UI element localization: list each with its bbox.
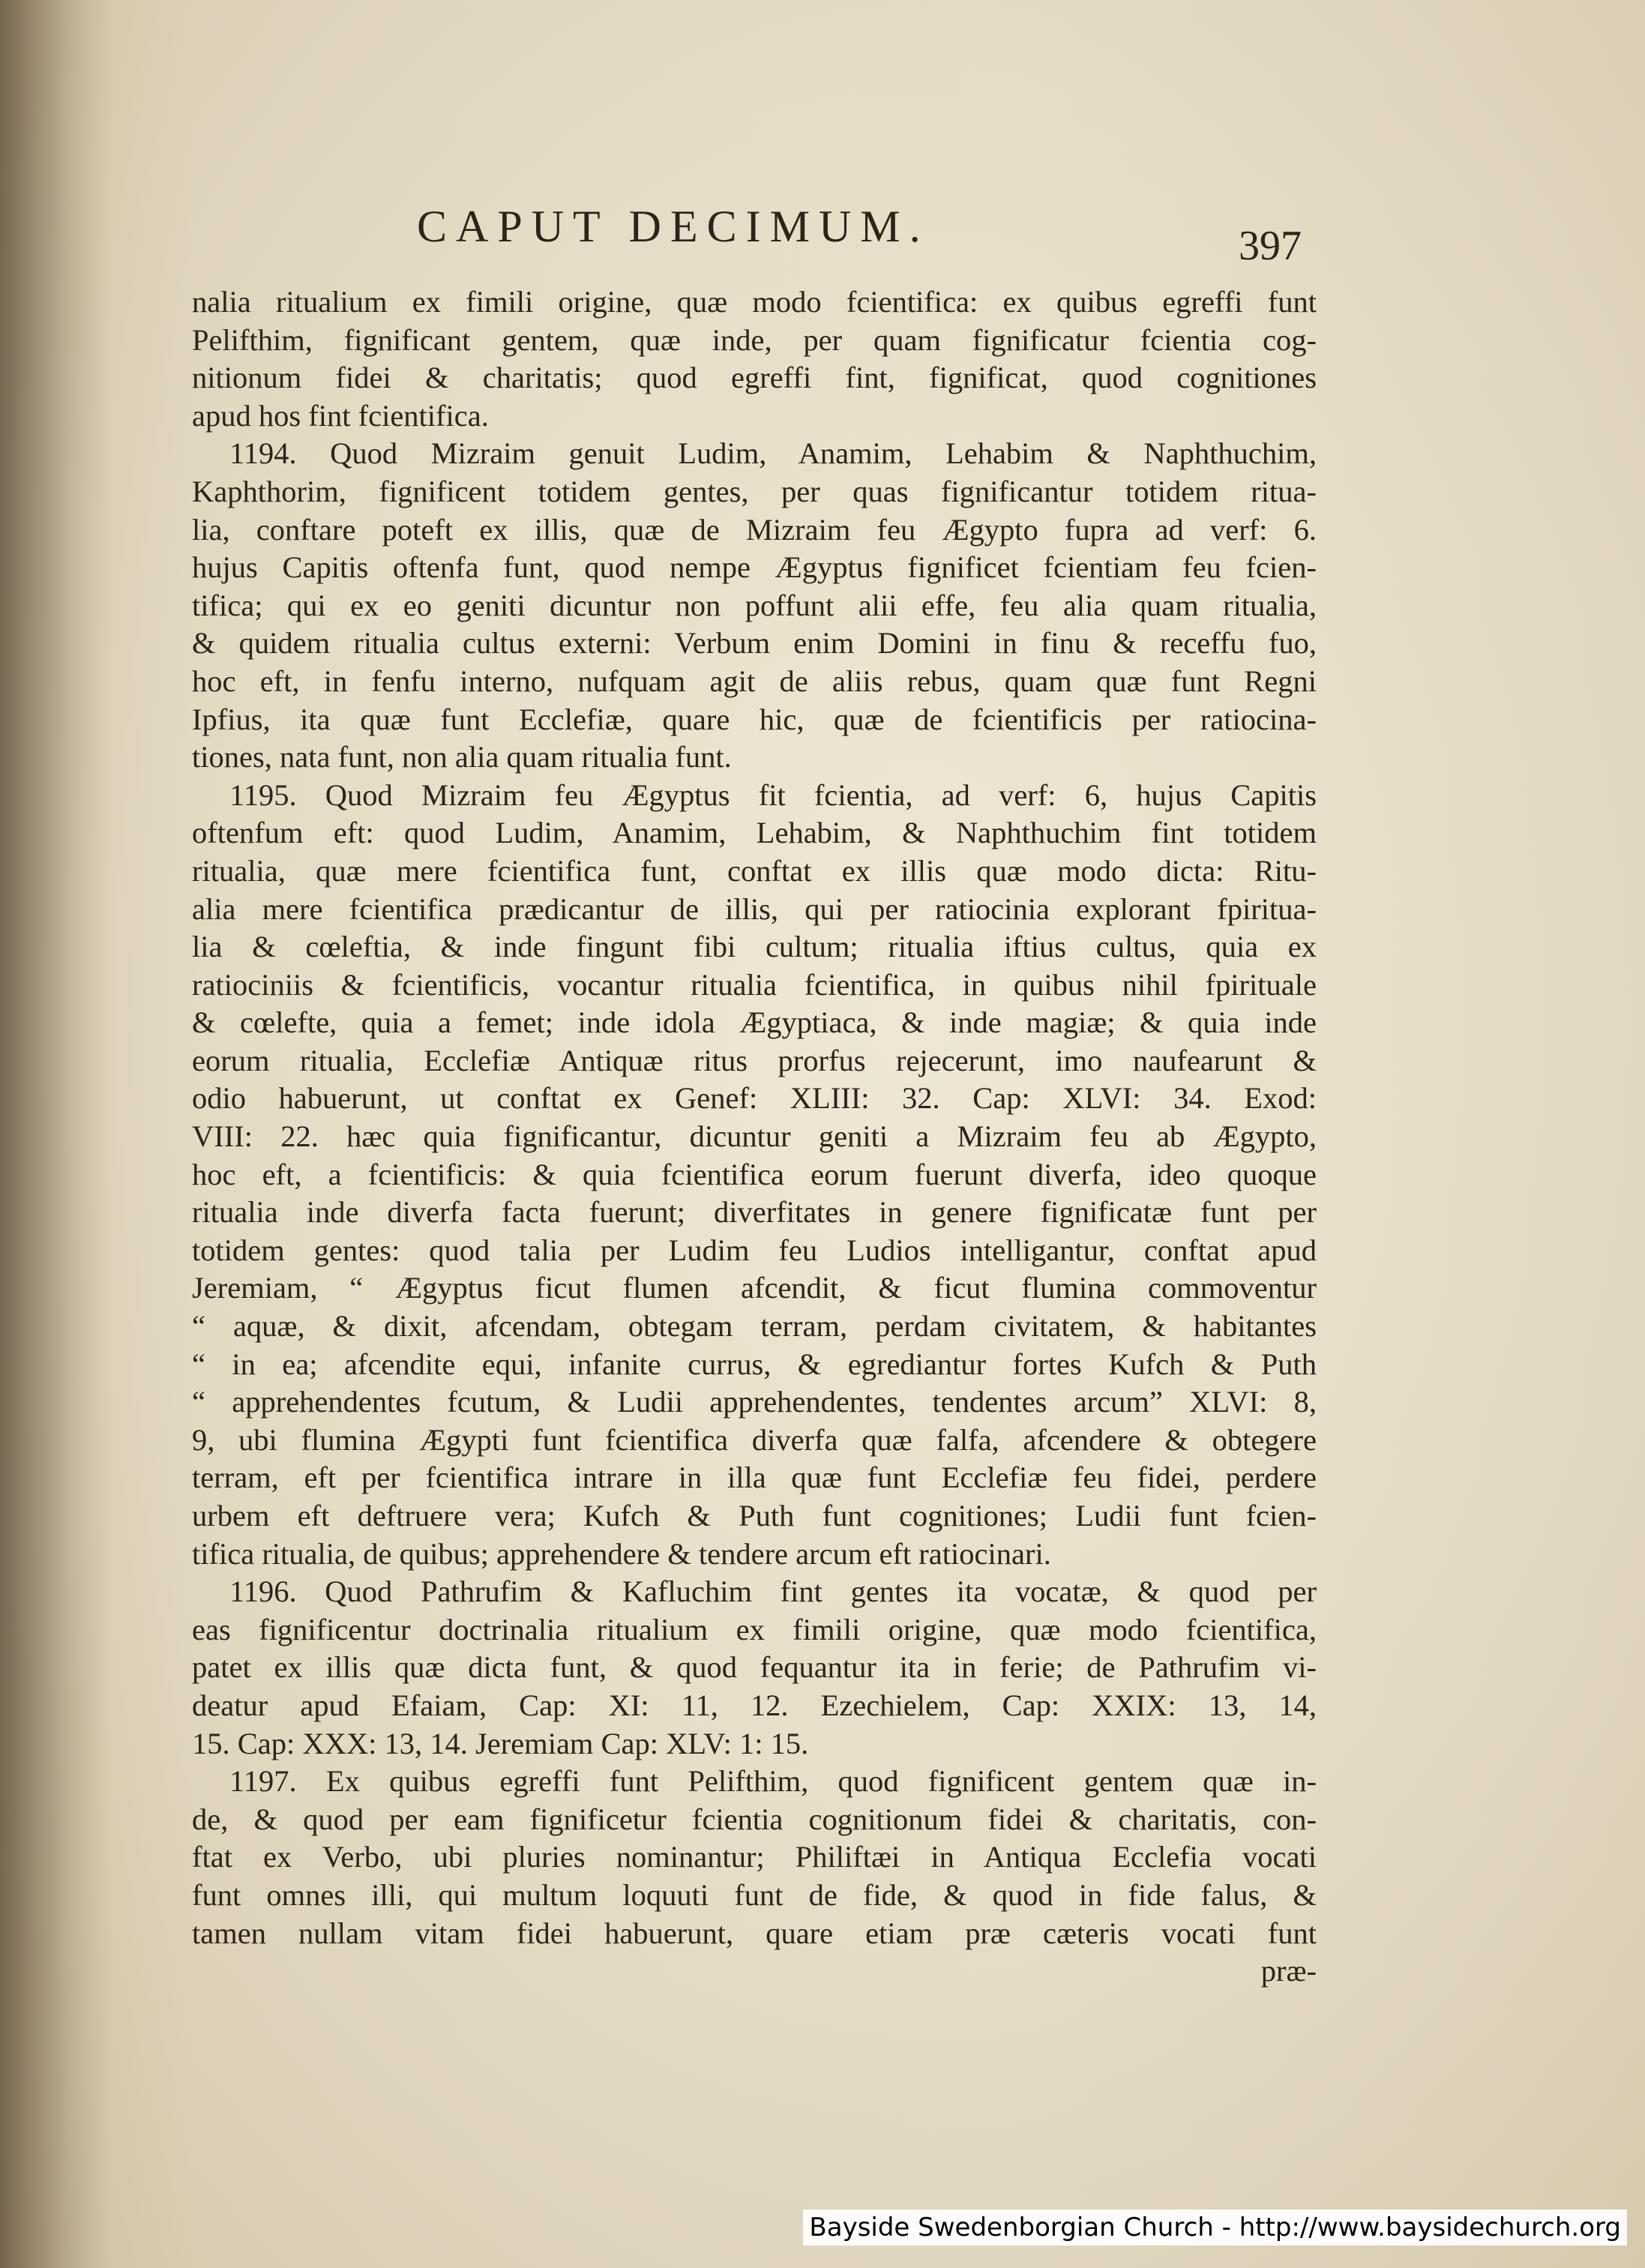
text-line: 1197. Ex quibus egreffi funt Pelifthim, quod fignificent gentem quæ in- [229,1764,1317,1799]
text-line: VIII: 22. hæc quia fignificantur, dicuntur geniti a Mizraim feu ab Ægypto, [192,1119,1317,1154]
text-line: terram, eft per fcientifica intrare in illa quæ funt Ecclefiæ feu fidei, perdere [192,1461,1317,1495]
text-line: Pelifthim, fignificant gentem, quæ inde, per quam fignificatur fcientia cog- [192,322,1317,357]
text-line: alia mere fcientifica prædicantur de illis, qui per ratiocinia explorant fpiritua- [192,891,1317,926]
text-line: hujus Capitis oftenfa funt, quod nempe Ægyptus fignificet fcientiam feu fcien- [192,550,1317,585]
text-line: lia, conftare poteft ex illis, quæ de Mizraim feu Ægypto fupra ad verf: 6. [192,512,1317,547]
text-line: oftenfum eft: quod Ludim, Anamim, Lehabim, & Naphthuchim fint totidem [192,816,1317,850]
running-head: CAPUT DECIMUM. [417,202,930,251]
text-line: lia & cœleftia, & inde fingunt fibi cultum; ritualia iftius cultus, quia ex [192,930,1317,964]
text-line: hoc eft, a fcientificis: & quia fcientifica eorum fuerunt diverfa, ideo quoque [192,1157,1317,1191]
text-line: nalia ritualium ex fimili origine, quæ modo fcientifica: ex quibus egreffi funt [192,285,1317,319]
text-line: ritualia inde diverfa facta fuerunt; diverfitates in genere fignificatæ funt per [192,1195,1317,1230]
binding-shadow [0,0,112,2268]
text-line: totidem gentes: quod talia per Ludim feu Ludios intelligantur, conftat apud [192,1233,1317,1267]
text-line: tifica ritualia, de quibus; apprehendere & tendere arcum eft ratiocinari. [192,1536,1051,1571]
text-line: eas fignificentur doctrinalia ritualium ex fimili origine, quæ modo fcientifica, [192,1612,1317,1646]
text-line: odio habuerunt, ut conftat ex Genef: XLIII: 32. Cap: XLVI: 34. Exod: [192,1081,1317,1116]
text-line: apud hos fint fcientifica. [192,398,489,433]
text-line: 1195. Quod Mizraim feu Ægyptus fit fcientia, ad verf: 6, hujus Capitis [229,777,1317,812]
text-line: eorum ritualia, Ecclefiæ Antiquæ ritus prorfus rejecerunt, imo naufearunt & [192,1043,1317,1077]
text-line: tamen nullam vitam fidei habuerunt, quare etiam præ cæteris vocati funt [192,1916,1317,1950]
text-line: Jeremiam, “ Ægyptus ficut flumen afcendit, & ficut flumina commoventur [192,1271,1317,1305]
text-line: & quidem ritualia cultus externi: Verbum enim Domini in finu & receffu fuo, [192,626,1317,661]
text-line: Kaphthorim, fignificent totidem gentes, per quas fignificantur totidem ritua- [192,474,1317,508]
text-line: “ aquæ, & dixit, afcendam, obtegam terram, perdam civitatem, & habitantes [192,1309,1317,1344]
text-line: ftat ex Verbo, ubi pluries nominantur; Philiftæi in Antiqua Ecclefia vocati [192,1840,1317,1874]
text-line: “ apprehendentes fcutum, & Ludii apprehendentes, tendentes arcum” XLVI: 8, [192,1385,1317,1419]
text-line: tifica; qui ex eo geniti dicuntur non poffunt alii effe, feu alia quam ritualia, [192,588,1317,622]
text-line: & cœlefte, quia a femet; inde idola Ægyptiaca, & inde magiæ; & quia inde [192,1005,1317,1040]
text-line: ratiociniis & fcientificis, vocantur ritualia fcientifica, in quibus nihil fpirituale [192,967,1317,1002]
text-line: Ipfius, ita quæ funt Ecclefiæ, quare hic, quæ de fcientificis per ratiocina- [192,702,1317,736]
text-line: 1196. Quod Pathrufim & Kafluchim fint gentes ita vocatæ, & quod per [229,1574,1317,1609]
catchword: præ- [1260,1954,1317,1988]
footer-credit: Bayside Swedenborgian Church - http://www.baysidechurch.org [803,2210,1627,2246]
text-body [192,283,1317,1991]
text-line: funt omnes illi, qui multum loquuti funt de fide, & quod in fide falus, & [192,1877,1317,1912]
text-line: 1194. Quod Mizraim genuit Ludim, Anamim, Lehabim & Naphthuchim, [229,436,1317,471]
page-number: 397 [1239,223,1302,269]
text-line: patet ex illis quæ dicta funt, & quod fequantur ita in ferie; de Pathrufim vi- [192,1650,1317,1685]
text-line: de, & quod per eam fignificetur fcientia cognitionum fidei & charitatis, con- [192,1802,1317,1836]
text-line: ritualia, quæ mere fcientifica funt, conftat ex illis quæ modo dicta: Ritu- [192,853,1317,888]
text-line: deatur apud Efaiam, Cap: XI: 11, 12. Ezechielem, Cap: XXIX: 13, 14, [192,1688,1317,1722]
text-line: urbem eft deftruere vera; Kufch & Puth funt cognitiones; Ludii funt fcien- [192,1499,1317,1532]
text-line: tiones, nata funt, non alia quam ritualia funt. [192,740,732,774]
text-line: nitionum fidei & charitatis; quod egreffi fint, fignificat, quod cognitiones [192,361,1317,395]
text-line: “ in ea; afcendite equi, infanite currus, & egrediantur fortes Kufch & Puth [192,1347,1317,1381]
text-line: 15. Cap: XXX: 13, 14. Jeremiam Cap: XLV: 1: 15. [192,1726,809,1760]
text-line: hoc eft, in fenfu interno, nufquam agit de aliis rebus, quam quæ funt Regni [192,664,1317,698]
text-line: 9, ubi flumina Ægypti funt fcientifica diverfa quæ falfa, afcendere & obtegere [192,1422,1317,1457]
